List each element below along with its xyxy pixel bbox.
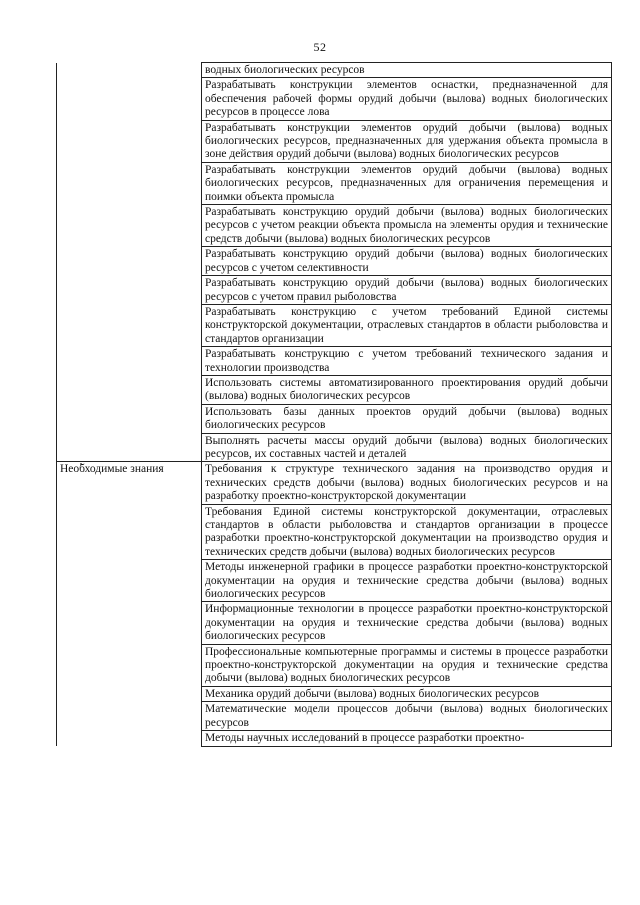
required-knowledge-item: Информационные технологии в процессе разработки проектно-конструкторской документации на орудия и технические средства добычи (вылова) водных биологических ресурсов <box>202 602 612 644</box>
required-knowledge-item: Механика орудий добычи (вылова) водных биологических ресурсов <box>202 686 612 701</box>
skills-item: Использовать базы данных проектов орудий добычи (вылова) водных биологических ресурсов <box>202 404 612 433</box>
skills-item: водных биологических ресурсов <box>202 63 612 78</box>
skills-item: Разрабатывать конструкции элементов орудий добычи (вылова) водных биологических ресурсов, предназначенных для ограничения перемещения и поимки объекта промысла <box>202 162 612 204</box>
competency-table-body <box>57 63 612 747</box>
skills-item: Разрабатывать конструкцию с учетом требований технического задания и технологии производства <box>202 347 612 376</box>
skills-item: Разрабатывать конструкцию орудий добычи (вылова) водных биологических ресурсов с учетом реакции объекта промысла на элементы орудия и технические средств добычи (вылова) водных биологических ресурсов <box>202 205 612 247</box>
competency-table <box>56 62 612 747</box>
skills-item: Разрабатывать конструкцию орудий добычи (вылова) водных биологических ресурсов с учетом селективности <box>202 247 612 276</box>
skills-item: Разрабатывать конструкцию с учетом требований Единой системы конструкторской документации, отраслевых стандартов в области рыболовства и стандартов организации <box>202 304 612 346</box>
required-knowledge-item: Профессиональные компьютерные программы и системы в процессе разработки проектно-конструкторской документации на орудия и технические средства добычи (вылова) водных биологических ресурсов <box>202 644 612 686</box>
required-knowledge-item: Методы научных исследований в процессе разработки проектно- <box>202 731 612 746</box>
required-knowledge-label: Необходимые знания <box>57 462 202 746</box>
required-knowledge-row <box>57 462 612 504</box>
required-knowledge-item: Требования к структуре технического задания на производство орудия и технических средств добычи (вылова) водных биологических ресурсов и на разработку проектно-конструкторской документации <box>202 462 612 504</box>
required-knowledge-item: Математические модели процессов добычи (вылова) водных биологических ресурсов <box>202 702 612 731</box>
skills-row <box>57 63 612 78</box>
required-knowledge-item: Методы инженерной графики в процессе разработки проектно-конструкторской документации на орудия и технические средства добычи (вылова) водных биологических ресурсов <box>202 560 612 602</box>
skills-item: Выполнять расчеты массы орудий добычи (вылова) водных биологических ресурсов, их составных частей и деталей <box>202 433 612 462</box>
skills-item: Разрабатывать конструкции элементов оснастки, предназначенной для обеспечения рабочей формы орудий добычи (вылова) водных биологических ресурсов в процессе лова <box>202 78 612 120</box>
skills-item: Разрабатывать конструкции элементов орудий добычи (вылова) водных биологических ресурсов, предназначенных для удержания объекта промысла в зоне действия орудий добычи (вылова) водных биологических ресурсов <box>202 120 612 162</box>
skills-item: Использовать системы автоматизированного проектирования орудий добычи (вылова) водных биологических ресурсов <box>202 375 612 404</box>
skills-item: Разрабатывать конструкцию орудий добычи (вылова) водных биологических ресурсов с учетом правил рыболовства <box>202 276 612 305</box>
skills-label <box>57 63 202 462</box>
required-knowledge-item: Требования Единой системы конструкторской документации, отраслевых стандартов в области рыболовства и стандартов организации в процессе разработки проектно-конструкторской документации на производство орудия и технических средств добычи (вылова) водных биологических ресурсов <box>202 504 612 560</box>
page-number: 52 <box>313 40 327 54</box>
